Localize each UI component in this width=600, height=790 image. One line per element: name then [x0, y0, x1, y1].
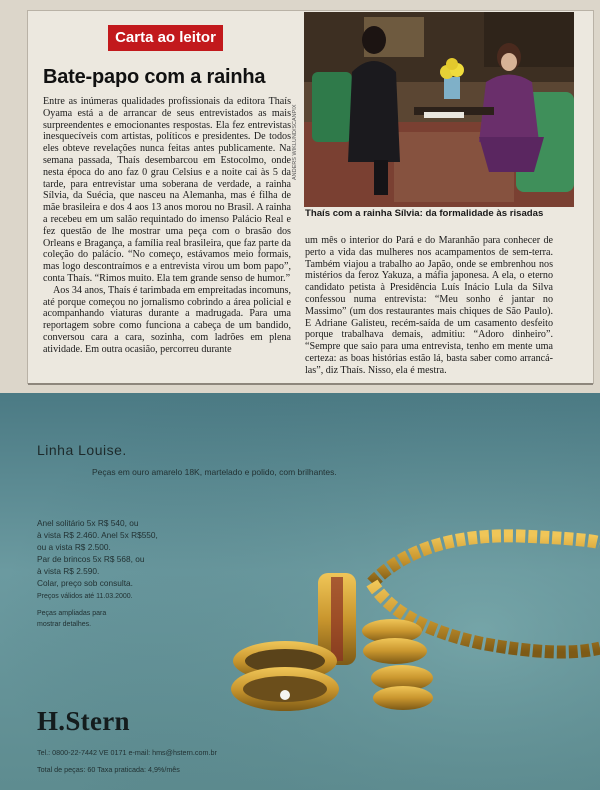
price-line: à vista R$ 2.460. Anel 5x R$550, [37, 530, 158, 540]
ad-note: Peças ampliadas para [37, 610, 107, 617]
ad-note: mostrar detalhes. [37, 621, 92, 628]
ad-subtitle: Peças em ouro amarelo 18K, martelado e polido, com brilhantes. [92, 467, 337, 477]
article-column-right [305, 235, 553, 377]
ad-total: Total de peças: 60 Taxa praticada: 4,9%/mês [37, 765, 180, 774]
article-section [0, 0, 600, 393]
ad-contact: Tel.: 0800-22-7442 VE 0171 e-mail: hms@hstern.com.br [37, 748, 217, 757]
section-tag: Carta ao leitor [108, 25, 223, 51]
article-column-left [43, 96, 291, 356]
article-paragraph: Aos 34 anos, Thaís é tarimbada em empreitadas incomuns, até porque começou no jornalismo cobrindo a área policial e acompanhando viaturas durante a madrugada. Para uma reportagem sobre como funciona a cabeça de um bandido, conversou cara a cara, sozinha, com ladrões em plena atividade. Em outra ocasião, percorreu durante [43, 284, 291, 355]
brand-logo: H.Stern [37, 706, 130, 736]
article-paragraph: Entre as inúmeras qualidades profissionais da editora Thaís Oyama está a de arrancar de seus entrevistados as mais surpreendentes e emocionantes respostas. Ela fez entrevistas inesquecíveis com artistas, políticos e presidentes. De todos eles obteve revelações nunca feitas antes publicamente. Na semana passada, Thaís desembarcou em Estocolmo, onde nesta época do ano faz 0 grau Celsius e a noite cai às 5 da tarde, para entrevistar uma soberana de verdade, a rainha Sílvia, da Suécia, que nasceu na Alemanha, mas é filha de mãe brasileira e dos 4 aos 13 anos morou no Brasil. A rainha a recebeu em um salão requintado do imenso Palácio Real e fez questão de lhe mostrar uma peça com o brasão dos Orleans e Bragança, a família real brasileira, que faz parte da coleção do palácio. “No começo, estávamos meio formais, mas logo descontraímos e a entrevista virou um bom papo”, conta Thaís. “Rimos muito. Ela tem grande senso de humor.” [43, 96, 291, 284]
photo-credit: ANDERS WIKLUND/SCANPIX [292, 104, 298, 180]
price-line: Colar, preço sob consulta. [37, 578, 133, 588]
photo-caption: Thaís com a rainha Sílvia: da formalidade às risadas [305, 208, 544, 219]
article-headline: Bate-papo com a rainha [43, 66, 266, 88]
price-line: Anel solitário 5x R$ 540, ou [37, 518, 139, 528]
price-validity: Preços válidos até 11.03.2000. [37, 593, 133, 600]
price-line: ou a vista R$ 2.500. [37, 542, 111, 552]
ad-title: Linha Louise. [37, 442, 127, 458]
price-line: Par de brincos 5x R$ 568, ou [37, 554, 145, 564]
ad-price-list [37, 517, 207, 630]
article-photo [304, 12, 574, 207]
price-line: à vista R$ 2.590. [37, 566, 100, 576]
photo-illustration [304, 12, 574, 207]
article-paragraph: um mês o interior do Pará e do Maranhão para conhecer de perto a vida das mulheres nos acampamentos de sem-terra. Também viajou a trabalho ao Japão, onde se embrenhou nos mistérios da feroz Yakuza, a máfia japonesa. A ela, o eterno candidato petista à Presidência Luís Inácio Lula da Silva confessou numa entrevista: “Meu sonho é jantar no Massimo” (um dos restaurantes mais chiques de São Paulo). E Adriane Galisteu, recém-saída de um casamento desfeito porque trabalhava demais, admitiu: “Adoro dinheiro”. “Sempre que saio para uma entrevista, tenho em mente uma certeza: as boas histórias estão lá, basta saber como arrancá-las”, diz Thaís. Nisso, ela é mestra. [305, 235, 553, 376]
